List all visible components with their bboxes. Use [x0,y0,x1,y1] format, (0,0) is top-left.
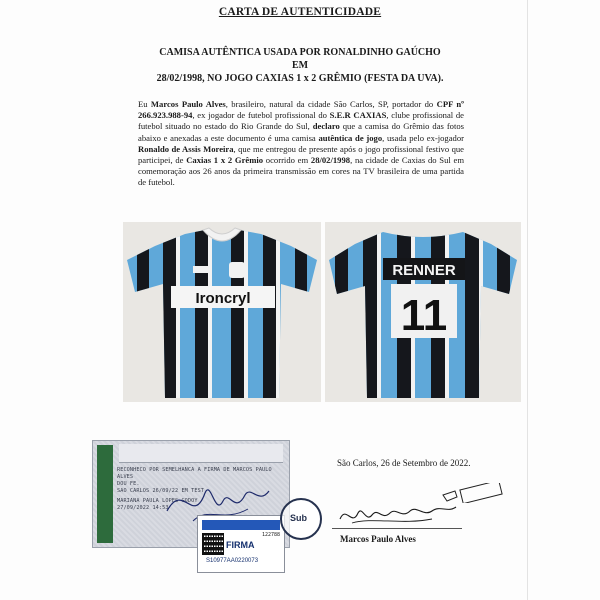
jersey-front-photo [123,222,321,402]
body-text: , clube profissional de futebol situado no estado do Rio Grande do Sul, [138,110,464,132]
notary-line: DOU FE. [117,481,140,487]
jersey-back-photo [325,222,521,402]
subtitle-line-2: 28/02/1998, NO JOGO CAXIAS 1 x 2 GRÊMIO (FESTA DA UVA). [156,73,444,84]
notary-recognition [92,440,307,590]
body-text: Eu [138,99,151,109]
body-text: , na cidade de Caxias do Sul em comemoração aos 26 anos da primeira transmissão em cores na TV brasileira de uma partida de futebol. [138,155,464,188]
stamp-blue-band [202,520,280,530]
notary-line: ALVES [117,474,134,480]
stamp-code: S10977AA0220073 [206,558,259,564]
player-name: Ronaldo de Assis Moreira [138,143,234,154]
notary-line: SAO CARLOS 26/09/22 EM TEST [117,488,205,494]
cpf-number: CPF nº 266.923.988-94 [138,99,464,121]
round-notary-stamp [280,498,322,540]
body-text: , usada pelo ex-jogador [382,132,464,143]
corner-stamp-icon [441,483,503,503]
declarant-name: Marcos Paulo Alves [150,99,226,109]
body-text: , ex jogador de futebol profissional do [192,110,330,121]
qr-code-icon [202,533,224,555]
body-text: , brasileiro, natural da cidade São Carlos, SP, portador do [225,99,437,109]
document-subtitle [150,46,450,85]
notary-seal-stripe [97,445,113,543]
body-text: que a camisa do Grêmio das fotos abaixo e anexadas a este documento é uma camisa [138,121,465,143]
club-name: S.E.R CAXIAS [329,110,387,121]
body-text: , que me entregou de presente após o jogo profissional festivo que participei, de [138,143,464,166]
subtitle-line-1: CAMISA AUTÊNTICA USADA POR RONALDINHO GAÚCHO EM [159,47,441,71]
match-date: 28/02/1998 [310,155,351,166]
notary-line: 27/09/2022 14:53 [117,505,169,511]
jersey-front-illustration [123,222,321,402]
page-edge [527,0,528,600]
round-stamp-text: Sub [290,513,307,523]
stamp-number: 122788 [262,532,281,538]
stamp-firma-label: FIRMA [226,540,255,550]
notary-line: MARIANA PAULA LOPES GODOY [117,498,198,504]
authentic-phrase: autêntica de jogo [318,132,383,143]
notary-line: RECONHECO POR SEMELHANCA A FIRMA DE MARCOS PAULO [117,467,272,473]
declaro-word: declaro [312,121,340,132]
body-text: ocorrido em [263,155,311,166]
declaration-paragraph [138,99,464,189]
signer-name: Marcos Paulo Alves [340,534,416,544]
back-number-text: 11 [400,291,448,340]
document-title: CARTA DE AUTENTICIDADE [218,6,382,18]
back-sponsor-text: RENNER [392,262,456,279]
place-and-date: São Carlos, 26 de Setembro de 2022. [337,458,471,468]
match-name: Caxias 1 x 2 Grêmio [186,155,264,166]
signature-line [332,528,462,529]
notary-header [119,444,283,463]
jersey-back-illustration [325,222,521,402]
front-sponsor-text: Ironcryl [195,290,251,307]
